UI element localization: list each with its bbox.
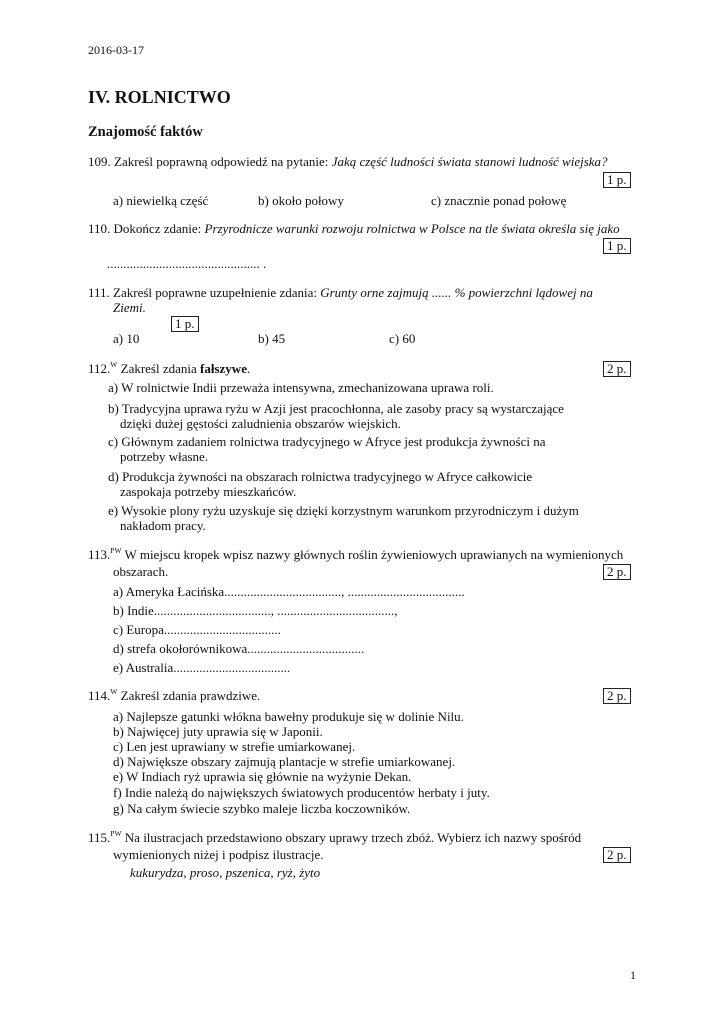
question-112-prompt (88, 361, 250, 377)
statement-d[interactable]: d) Największe obszary zajmują plantacje w strefie umiarkowanej. (113, 754, 456, 769)
option-a[interactable]: a) niewielką część (113, 193, 209, 208)
statement-c[interactable]: c) Len jest uprawiany w strefie umiarkowanej. (113, 739, 356, 754)
question-number: 114. (88, 688, 111, 703)
statement-b[interactable]: b) Tradycyjna uprawa ryżu w Azji jest pracochłonna, ale zasoby pracy są wystarczające (108, 401, 564, 416)
answer-blank[interactable]: ............................................... . (107, 256, 267, 271)
question-text: Na ilustracjach przedstawiono obszary uprawy trzech zbóż. Wybierz ich nazwy spośród (124, 830, 582, 845)
question-number: 111. (88, 285, 110, 300)
question-text-cont: obszarach. (113, 564, 169, 579)
word-bank: kukurydza, proso, pszenica, ryż, żyto (130, 865, 321, 880)
fill-in-e[interactable]: e) Australia.................................... (113, 660, 291, 675)
statement-c-cont[interactable]: potrzeby własne. (120, 449, 209, 464)
statement-c[interactable]: c) Głównym zadaniem rolnictwa tradycyjnego w Afryce jest produkcja żywności na (108, 434, 546, 449)
statement-a[interactable]: a) Najlepsze gatunki włókna bawełny produkuje się w dolinie Nilu. (113, 709, 464, 724)
points-badge: 2 p. (603, 847, 631, 863)
question-text-cont: wymienionych niżej i podpisz ilustracje. (113, 847, 324, 862)
question-text: W miejscu kropek wpisz nazwy głównych roślin żywieniowych uprawianych na wymienionych (124, 547, 624, 562)
statement-b[interactable]: b) Najwięcej juty uprawia się w Japonii. (113, 724, 323, 739)
points-badge: 1 p. (603, 172, 631, 188)
question-text: Zakreśl zdania (120, 361, 197, 376)
option-c[interactable]: c) 60 (389, 331, 416, 346)
question-statement: Grunty orne zajmują ...... % powierzchni lądowej na (320, 285, 593, 300)
question-number: 113. (88, 547, 111, 562)
question-number: 110. (88, 221, 111, 236)
points-badge: 1 p. (171, 316, 199, 332)
question-number: 112. (88, 361, 111, 376)
fill-in-d[interactable]: d) strefa okołorównikowa.................................... (113, 641, 365, 656)
level-marker: W (110, 360, 118, 369)
statement-d-cont[interactable]: zaspokaja potrzeby mieszkańców. (120, 484, 297, 499)
points-badge: 2 p. (603, 688, 631, 704)
option-c[interactable]: c) znacznie ponad połowę (431, 193, 567, 208)
level-marker: PW (110, 829, 122, 838)
question-statement-cont: Ziemi. (113, 300, 146, 315)
question-109-prompt (88, 154, 608, 170)
question-114-prompt (88, 688, 260, 704)
question-113-prompt (88, 547, 623, 563)
statement-e[interactable]: e) W Indiach ryż uprawia się głównie na wyżynie Dekan. (113, 769, 412, 784)
option-b[interactable]: b) 45 (258, 331, 286, 346)
option-b[interactable]: b) około połowy (258, 193, 344, 208)
question-115-prompt (88, 830, 581, 846)
points-badge: 2 p. (603, 564, 631, 580)
question-text-end: . (246, 361, 251, 376)
subsection-title: Znajomość faktów (88, 124, 203, 140)
statement-d[interactable]: d) Produkcja żywności na obszarach rolnictwa tradycyjnego w Afryce całkowicie (108, 469, 533, 484)
question-110-prompt (88, 221, 620, 237)
question-text: Zakreśl poprawne uzupełnienie zdania: (113, 285, 317, 300)
fill-in-b[interactable]: b) Indie...................................., ...................................., (113, 603, 398, 618)
statement-f[interactable]: f) Indie należą do największych światowych producentów herbaty i juty. (113, 785, 490, 800)
question-emphasis: fałszywe (200, 361, 247, 376)
question-number: 115. (88, 830, 111, 845)
question-number: 109. (88, 154, 111, 169)
question-text: Dokończ zdanie: (113, 221, 202, 236)
level-marker: PW (110, 546, 122, 555)
question-quote: Jaką część ludności świata stanowi ludność wiejska? (331, 154, 608, 169)
page-number: 1 (630, 968, 636, 982)
option-a[interactable]: a) 10 (113, 331, 140, 346)
points-badge: 1 p. (603, 238, 631, 254)
points-badge: 2 p. (603, 361, 631, 377)
question-text: Zakreśl poprawną odpowiedź na pytanie: (114, 154, 329, 169)
statement-e[interactable]: e) Wysokie plony ryżu uzyskuje się dzięki korzystnym warunkom przyrodniczym i dużym (108, 503, 579, 518)
statement-a[interactable]: a) W rolnictwie Indii przeważa intensywna, zmechanizowana uprawa roli. (108, 380, 494, 395)
level-marker: W (110, 687, 118, 696)
statement-e-cont[interactable]: nakładom pracy. (120, 518, 206, 533)
document-date: 2016-03-17 (88, 43, 144, 57)
fill-in-a[interactable]: a) Ameryka Łacińska...................................., .................................... (113, 584, 465, 599)
statement-b-cont[interactable]: dzięki dużej gęstości zaludnienia obszarów wiejskich. (120, 416, 401, 431)
section-title: IV. ROLNICTWO (88, 87, 231, 107)
question-statement: Przyrodnicze warunki rozwoju rolnictwa w Polsce na tle świata określa się jako (204, 221, 620, 236)
statement-g[interactable]: g) Na całym świecie szybko maleje liczba koczowników. (113, 801, 411, 816)
question-text: Zakreśl zdania prawdziwe. (120, 688, 261, 703)
question-111-prompt (88, 285, 593, 301)
fill-in-c[interactable]: c) Europa.................................... (113, 622, 281, 637)
